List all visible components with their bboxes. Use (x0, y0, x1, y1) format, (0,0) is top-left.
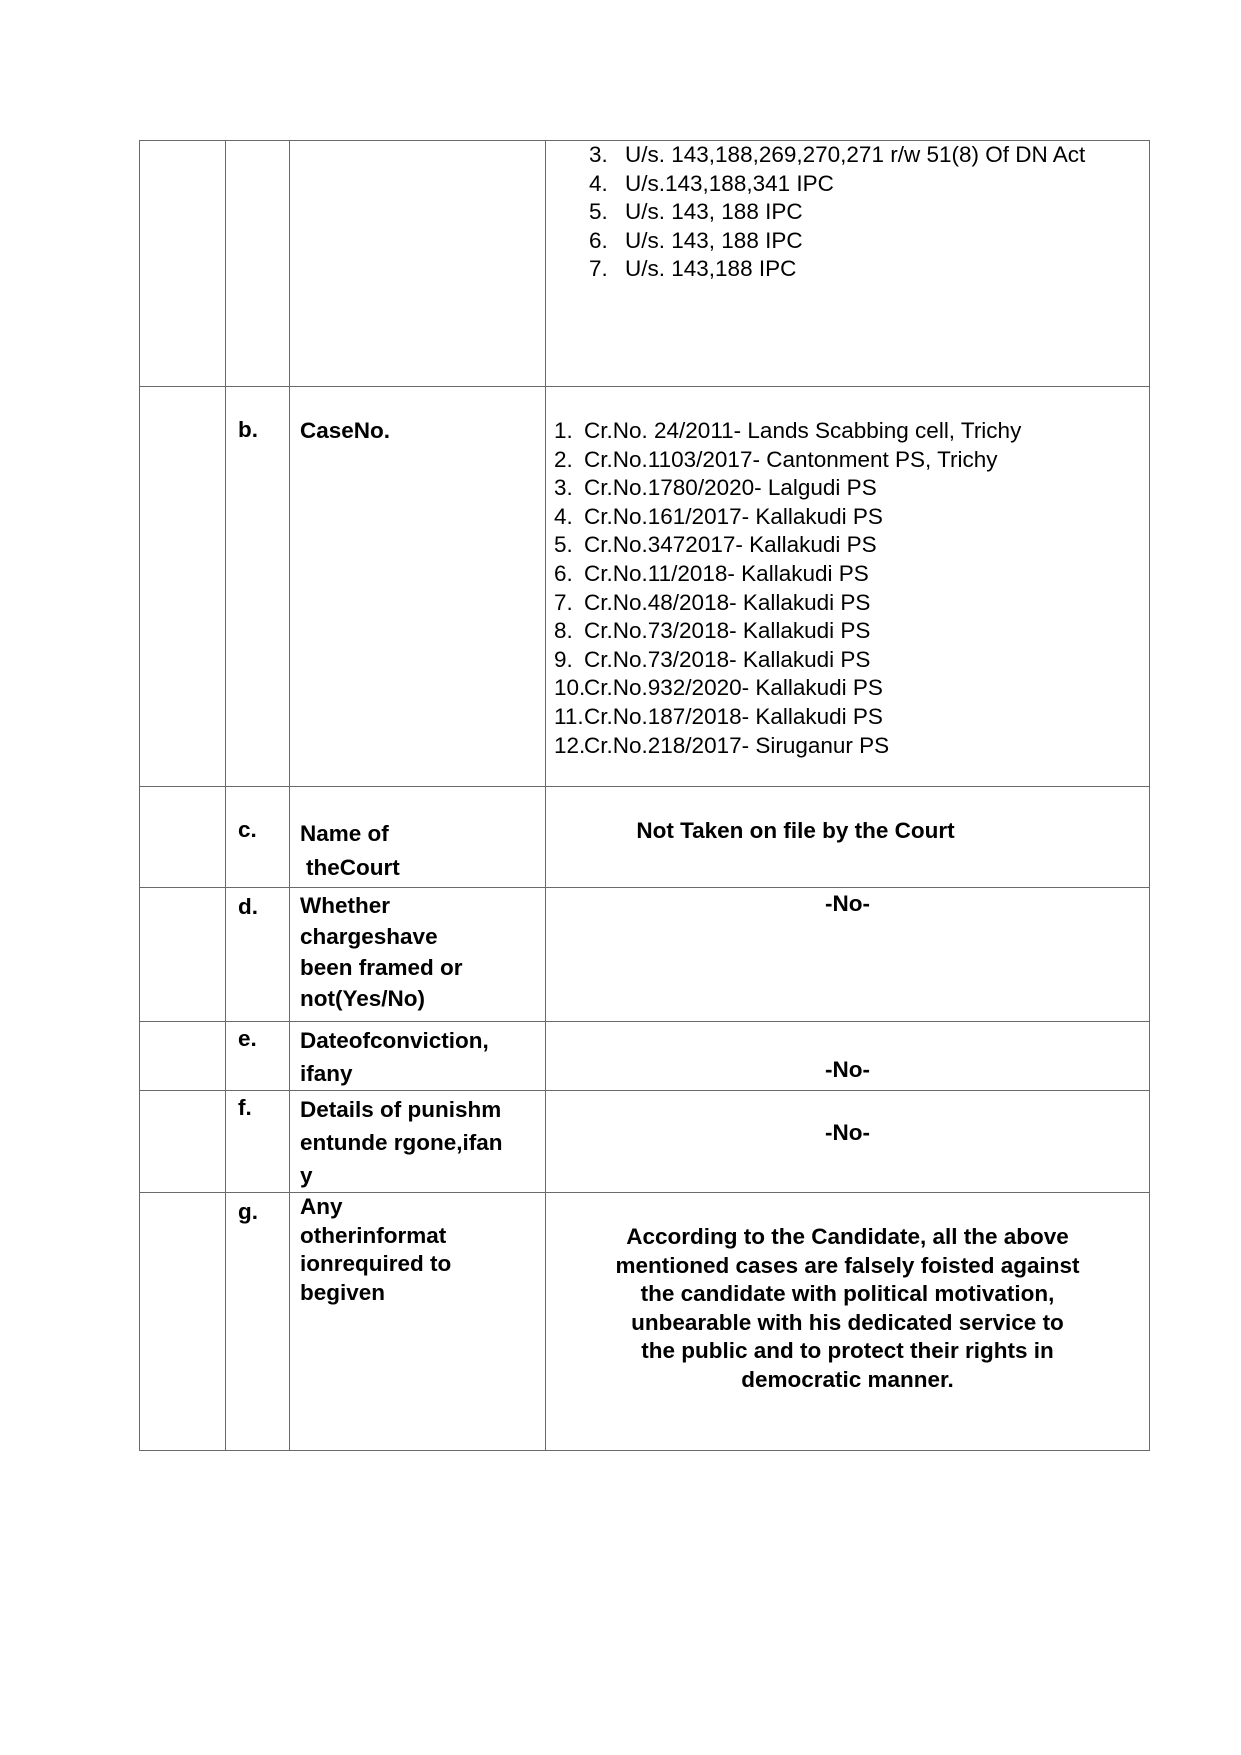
case-list-item (554, 703, 1149, 732)
case-list-item (554, 674, 1149, 703)
cell-empty (140, 787, 226, 888)
list-number: 8. (554, 618, 573, 644)
case-text: Cr.No.1103/2017- Cantonment PS, Trichy (584, 446, 998, 472)
row-label (290, 1022, 546, 1091)
value-text: Not Taken on file by the Court (636, 818, 955, 843)
list-number: 6. (589, 227, 608, 253)
row-label-text: CaseNo. (300, 418, 391, 443)
list-text: U/s. 143, 188 IPC (625, 199, 803, 225)
case-list-item (554, 446, 1149, 475)
value-text: According to the Candidate, all the above mentioned cases are falsely foisted against the candidate with political motivation, unbearable with his dedicated service to the public and to protect their rights in democratic manner. (615, 1224, 1080, 1392)
list-number: 2. (554, 446, 573, 472)
table-row-e (140, 1022, 1150, 1091)
table-row-b (140, 387, 1150, 787)
row-label-text: theCourt (306, 855, 400, 880)
row-label-text: Details of punishmentunde rgone,ifany (300, 1097, 503, 1188)
row-letter-text: g. (238, 1199, 258, 1224)
list-number: 12. (554, 732, 586, 758)
case-list-item (554, 474, 1149, 503)
case-text: Cr.No.161/2017- Kallakudi PS (584, 503, 883, 529)
case-text: Cr.No.11/2018- Kallakudi PS (584, 560, 869, 586)
charges-framed-value (546, 888, 1150, 1022)
list-text: U/s. 143,188 IPC (625, 256, 797, 282)
case-text: Cr.No.73/2018- Kallakudi PS (584, 618, 871, 644)
cell-empty (140, 1091, 226, 1193)
row-label (290, 387, 546, 787)
list-number: 4. (589, 170, 608, 196)
list-number: 7. (589, 256, 608, 282)
row-letter (226, 1193, 290, 1451)
list-number: 9. (554, 646, 573, 672)
value-text: -No- (825, 891, 870, 916)
list-number: 6. (554, 560, 573, 586)
court-name-value (546, 787, 1150, 888)
table-row-sections (140, 141, 1150, 387)
sections-cell (546, 141, 1150, 387)
table-row-c (140, 787, 1150, 888)
case-list-item (554, 589, 1149, 618)
row-letter-text: d. (238, 894, 258, 919)
cell-empty (140, 141, 226, 387)
case-text: Cr.No.218/2017- Siruganur PS (584, 732, 890, 758)
list-item (589, 255, 1149, 284)
list-number: 11. (554, 703, 584, 729)
case-text: Cr.No.3472017- Kallakudi PS (584, 532, 877, 558)
list-number: 7. (554, 589, 573, 615)
case-list-item (554, 560, 1149, 589)
row-letter-text: e. (238, 1026, 257, 1051)
table-row-f (140, 1091, 1150, 1193)
cell-empty (140, 1022, 226, 1091)
table-row-d (140, 888, 1150, 1022)
cell-empty (140, 1193, 226, 1451)
cases-list (554, 417, 1149, 760)
row-label (290, 888, 546, 1022)
list-item (589, 141, 1149, 170)
cell-empty (290, 141, 546, 387)
case-text: Cr.No.48/2018- Kallakudi PS (584, 589, 871, 615)
table-row-g (140, 1193, 1150, 1451)
row-label-text: Dateofconviction, ifany (300, 1028, 489, 1086)
criminal-cases-table (139, 140, 1150, 1451)
list-text: U/s. 143,188,269,270,271 r/w 51(8) Of DN Act (625, 142, 1086, 167)
case-list-item (554, 646, 1149, 675)
row-label-text: Whether chargeshave been framed or not(Yes/No) (300, 893, 463, 1011)
list-item (589, 198, 1149, 227)
list-text: U/s. 143, 188 IPC (625, 227, 803, 253)
list-item (589, 227, 1149, 256)
case-list-item (554, 417, 1149, 446)
row-letter (226, 1022, 290, 1091)
list-number: 4. (554, 503, 573, 529)
punishment-value (546, 1091, 1150, 1193)
list-number: 5. (554, 532, 573, 558)
case-list-item (554, 531, 1149, 560)
row-label-text: Name of (300, 821, 389, 846)
row-letter (226, 1091, 290, 1193)
conviction-date-value (546, 1022, 1150, 1091)
value-text: -No- (825, 1120, 870, 1145)
cell-empty (140, 888, 226, 1022)
case-list-item (554, 503, 1149, 532)
row-letter-text: b. (238, 417, 258, 442)
row-label-text: Any otherinformat ionrequired to begiven (300, 1194, 452, 1305)
row-label (290, 1193, 546, 1451)
cases-cell (546, 387, 1150, 787)
case-list-item (554, 617, 1149, 646)
case-text: Cr.No.1780/2020- Lalgudi PS (584, 475, 877, 501)
sections-list (589, 141, 1149, 284)
row-letter (226, 387, 290, 787)
row-letter-text: f. (238, 1095, 252, 1120)
other-info-value (546, 1193, 1150, 1451)
list-number: 10. (554, 675, 586, 701)
cell-empty (140, 387, 226, 787)
case-text: Cr.No.932/2020- Kallakudi PS (584, 675, 883, 701)
list-number: 3. (554, 475, 573, 501)
row-letter (226, 787, 290, 888)
case-text: Cr.No.187/2018- Kallakudi PS (584, 703, 883, 729)
list-item (589, 170, 1149, 199)
list-number: 1. (554, 418, 573, 443)
row-label (290, 1091, 546, 1193)
case-list-item (554, 732, 1149, 761)
list-number: 3. (589, 142, 608, 167)
row-letter (226, 888, 290, 1022)
value-text: -No- (825, 1056, 870, 1082)
case-text: Cr.No. 24/2011- Lands Scabbing cell, Trichy (584, 418, 1022, 443)
case-text: Cr.No.73/2018- Kallakudi PS (584, 646, 871, 672)
row-letter-text: c. (238, 817, 257, 842)
list-number: 5. (589, 199, 608, 225)
cell-empty (226, 141, 290, 387)
list-text: U/s.143,188,341 IPC (625, 170, 834, 196)
